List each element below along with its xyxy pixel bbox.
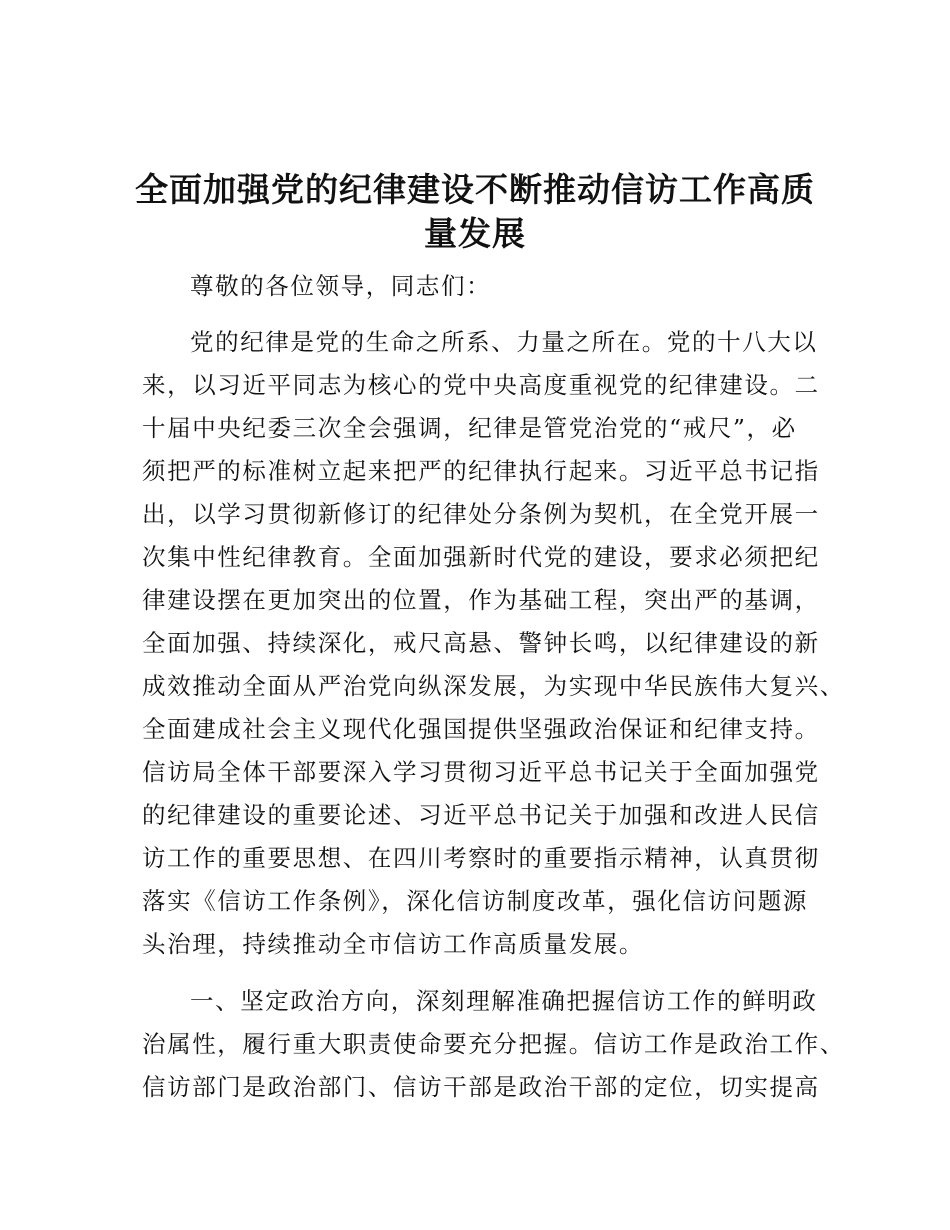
- paragraph-line: 全面建成社会主义现代化强国提供坚强政治保证和纪律支持。: [142, 715, 820, 743]
- paragraph-line: 成效推动全面从严治党向纵深发展，为实现中华民族伟大复兴、: [142, 672, 845, 700]
- paragraph-line: 信访部门是政治部门、信访干部是政治干部的定位，切实提高: [142, 1073, 820, 1101]
- paragraph-line: 一、坚定政治方向，深刻理解准确把握信访工作的鲜明政: [190, 987, 818, 1015]
- paragraph-line: 访工作的重要思想、在四川考察时的重要指示精神，认真贯彻: [142, 844, 820, 872]
- paragraph-line: 次集中性纪律教育。全面加强新时代党的建设，要求必须把纪: [142, 543, 820, 571]
- paragraph-line: 落实《信访工作条例》，深化信访制度改革，强化信访问题源: [142, 887, 808, 915]
- paragraph-line: 出，以学习贯彻新修订的纪律处分条例为契机，在全党开展一: [142, 500, 820, 528]
- paragraph-line: 须把严的标准树立起来把严的纪律执行起来。习近平总书记指: [142, 457, 820, 485]
- paragraph-line: 律建设摆在更加突出的位置，作为基础工程，突出严的基调，: [142, 586, 820, 614]
- paragraph-line: 来，以习近平同志为核心的党中央高度重视党的纪律建设。二: [142, 371, 820, 399]
- paragraph-line: 十届中央纪委三次全会强调，纪律是管党治党的“戒尺”，必: [142, 414, 797, 442]
- paragraph-line: 党的纪律是党的生命之所系、力量之所在。党的十八大以: [190, 328, 818, 356]
- document-title-line-1: 全面加强党的纪律建设不断推动信访工作高质: [135, 170, 815, 209]
- paragraph-line: 信访局全体干部要深入学习贯彻习近平总书记关于全面加强党: [142, 758, 820, 786]
- paragraph-line: 治属性，履行重大职责使命要充分把握。信访工作是政治工作、: [142, 1030, 845, 1058]
- paragraph-line: 头治理，持续推动全市信访工作高质量发展。: [142, 930, 644, 958]
- salutation: 尊敬的各位领导，同志们：: [190, 272, 492, 300]
- paragraph-line: 的纪律建设的重要论述、习近平总书记关于加强和改进人民信: [142, 801, 820, 829]
- paragraph-line: 全面加强、持续深化，戒尺高悬、警钟长鸣，以纪律建设的新: [142, 629, 820, 657]
- document-title-line-2: 量发展: [424, 214, 526, 253]
